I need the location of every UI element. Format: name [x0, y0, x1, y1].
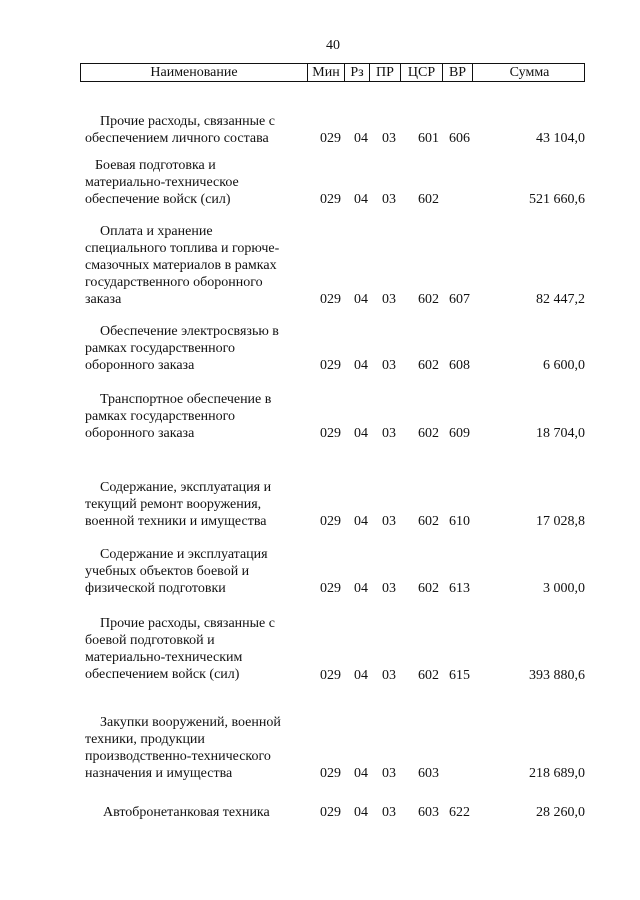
row-rz: 04	[354, 426, 368, 441]
row-csr: 602	[418, 358, 439, 373]
row-min: 029	[320, 514, 341, 529]
row-csr: 602	[418, 514, 439, 529]
row-vr: 609	[449, 426, 470, 441]
row-rz: 04	[354, 514, 368, 529]
row-pr: 03	[382, 514, 396, 529]
row-name-line: Боевая подготовка и	[95, 158, 216, 173]
row-name-line: техники, продукции	[85, 732, 205, 747]
row-name-line: Оплата и хранение	[100, 224, 213, 239]
row-name-line: Транспортное обеспечение в	[100, 392, 272, 407]
row-name-line: физической подготовки	[85, 581, 226, 596]
table-header	[80, 63, 585, 82]
row-name-line: заказа	[85, 292, 122, 307]
row-vr: 613	[449, 581, 470, 596]
row-sum: 3 000,0	[543, 581, 585, 596]
row-min: 029	[320, 805, 341, 820]
row-sum: 18 704,0	[536, 426, 585, 441]
row-min: 029	[320, 292, 341, 307]
row-csr: 603	[418, 766, 439, 781]
row-rz: 04	[354, 131, 368, 146]
row-name-line: материально-техническим	[85, 650, 243, 665]
row-vr: 608	[449, 358, 470, 373]
header-sum: Сумма	[472, 64, 586, 81]
row-sum: 82 447,2	[536, 292, 585, 307]
row-name-line: обеспечение войск (сил)	[85, 192, 231, 207]
row-csr: 602	[418, 668, 439, 683]
row-name-line: обеспечением войск (сил)	[85, 667, 240, 682]
row-name	[85, 157, 303, 208]
row-pr: 03	[382, 581, 396, 596]
row-name-line: назначения и имущества	[85, 766, 233, 781]
row-pr: 03	[382, 668, 396, 683]
row-name-line: военной техники и имущества	[85, 514, 267, 529]
row-name-line: Прочие расходы, связанные с	[100, 114, 275, 129]
header-pr: ПР	[369, 64, 400, 81]
row-rz: 04	[354, 668, 368, 683]
row-csr: 602	[418, 292, 439, 307]
row-name	[85, 223, 303, 308]
row-name-line: Обеспечение электросвязью в	[100, 324, 279, 339]
row-name	[85, 113, 303, 147]
header-vr: ВР	[442, 64, 472, 81]
row-name-line: смазочных материалов в рамках	[85, 258, 277, 273]
row-min: 029	[320, 426, 341, 441]
row-name-line: Закупки вооружений, военной	[100, 715, 281, 730]
row-name-line: материально-техническое	[85, 175, 239, 190]
header-csr: ЦСР	[400, 64, 442, 81]
row-rz: 04	[354, 358, 368, 373]
row-rz: 04	[354, 805, 368, 820]
row-pr: 03	[382, 358, 396, 373]
row-csr: 602	[418, 581, 439, 596]
row-name-line: специального топлива и горюче-	[85, 241, 280, 256]
row-name-line: боевой подготовкой и	[85, 633, 215, 648]
row-name	[85, 479, 303, 530]
row-vr: 606	[449, 131, 470, 146]
row-min: 029	[320, 358, 341, 373]
row-sum: 393 880,6	[529, 668, 585, 683]
row-pr: 03	[382, 131, 396, 146]
row-name-line: государственного оборонного	[85, 275, 263, 290]
header-name: Наименование	[150, 65, 238, 80]
row-name-line: Содержание и эксплуатация	[100, 547, 268, 562]
row-rz: 04	[354, 766, 368, 781]
row-pr: 03	[382, 192, 396, 207]
row-min: 029	[320, 581, 341, 596]
row-name-line: Автобронетанковая техника	[103, 805, 270, 820]
row-sum: 28 260,0	[536, 805, 585, 820]
header-rz: Рз	[344, 64, 369, 81]
row-name-line: текущий ремонт вооружения,	[85, 497, 262, 512]
row-name-line: Содержание, эксплуатация и	[100, 480, 272, 495]
row-csr: 603	[418, 805, 439, 820]
row-name	[85, 546, 303, 597]
row-min: 029	[320, 131, 341, 146]
row-name	[85, 391, 303, 442]
row-rz: 04	[354, 192, 368, 207]
row-rz: 04	[354, 581, 368, 596]
row-csr: 602	[418, 426, 439, 441]
header-min: Мин	[307, 64, 344, 81]
row-name-line: оборонного заказа	[85, 426, 195, 441]
row-min: 029	[320, 192, 341, 207]
row-name-line: оборонного заказа	[85, 358, 195, 373]
row-csr: 602	[418, 192, 439, 207]
row-name-line: обеспечением личного состава	[85, 131, 269, 146]
row-name	[85, 323, 303, 374]
row-name-line: рамках государственного	[85, 341, 236, 356]
row-sum: 218 689,0	[529, 766, 585, 781]
row-name-line: рамках государственного	[85, 409, 236, 424]
row-pr: 03	[382, 805, 396, 820]
row-vr: 610	[449, 514, 470, 529]
row-sum: 521 660,6	[529, 192, 585, 207]
row-sum: 17 028,8	[536, 514, 585, 529]
row-name	[85, 804, 303, 821]
row-name-line: учебных объектов боевой и	[85, 564, 250, 579]
row-csr: 601	[418, 131, 439, 146]
row-sum: 6 600,0	[543, 358, 585, 373]
row-vr: 607	[449, 292, 470, 307]
row-name-line: производственно-технического	[85, 749, 271, 764]
page-number: 40	[326, 38, 340, 53]
row-min: 029	[320, 766, 341, 781]
row-name	[85, 714, 303, 782]
row-name-line: Прочие расходы, связанные с	[100, 616, 275, 631]
row-rz: 04	[354, 292, 368, 307]
row-sum: 43 104,0	[536, 131, 585, 146]
row-min: 029	[320, 668, 341, 683]
row-vr: 622	[449, 805, 470, 820]
row-vr: 615	[449, 668, 470, 683]
row-pr: 03	[382, 426, 396, 441]
row-pr: 03	[382, 292, 396, 307]
row-pr: 03	[382, 766, 396, 781]
row-name	[85, 615, 303, 683]
